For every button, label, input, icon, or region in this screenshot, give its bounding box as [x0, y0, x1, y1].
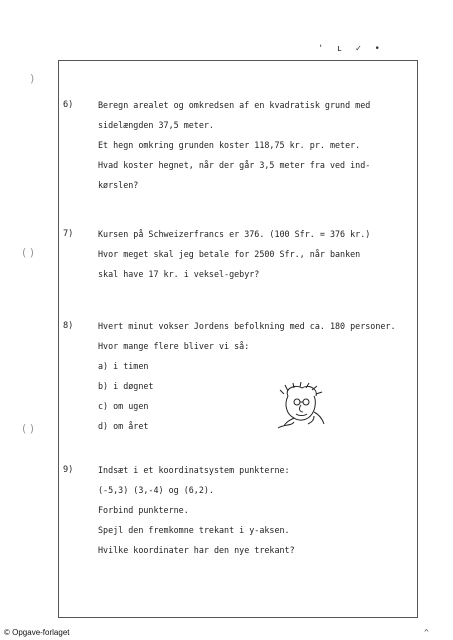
- problem-number: 9): [63, 465, 74, 475]
- problem-line: sidelængden 37,5 meter.: [98, 120, 214, 130]
- problem-line: d) om året: [98, 421, 149, 431]
- punch-hole-mark: ( ): [22, 422, 35, 435]
- problem-line: Et hegn omkring grunden koster 118,75 kr. pr. meter.: [98, 140, 361, 150]
- problem-number: 7): [63, 229, 74, 239]
- problem-line: kørslen?: [98, 180, 139, 190]
- problem-line: Hvert minut vokser Jordens befolkning med ca. 180 personer.: [98, 321, 396, 331]
- problem-line: a) i timen: [98, 361, 149, 371]
- problem-line: c) om ugen: [98, 401, 149, 411]
- problem-line: Hvor meget skal jeg betale for 2500 Sfr., når banken: [98, 249, 361, 259]
- problem-line: Kursen på Schweizerfrancs er 376. (100 Sfr. = 376 kr.): [98, 229, 371, 239]
- thinking-man-caricature-icon: [270, 382, 332, 430]
- problem-line: Hvad koster hegnet, når der går 3,5 meter fra ved ind-: [98, 160, 371, 170]
- problem-number: 8): [63, 321, 74, 331]
- problem-number: 6): [63, 100, 74, 110]
- problem-line: Indsæt i et koordinatsystem punkterne:: [98, 465, 290, 475]
- problem-line: Hvor mange flere bliver vi så:: [98, 341, 250, 351]
- punch-hole-mark: ( ): [22, 246, 35, 259]
- problem-line: b) i døgnet: [98, 381, 154, 391]
- publisher-footer: © Opgave-forlaget: [4, 628, 70, 637]
- problem-line: skal have 17 kr. i veksel-gebyr?: [98, 269, 260, 279]
- problem-line: (-5,3) (3,-4) og (6,2).: [98, 485, 214, 495]
- punch-hole-mark: ): [30, 72, 35, 85]
- corner-mark: ^: [424, 628, 429, 637]
- problem-line: Beregn arealet og omkredsen af en kvadratisk grund med: [98, 100, 371, 110]
- problem-line: Spejl den fremkomne trekant i y-aksen.: [98, 525, 290, 535]
- problem-line: Forbind punkterne.: [98, 505, 189, 515]
- problem-line: Hvilke koordinater har den nye trekant?: [98, 545, 295, 555]
- scan-marks: ' ʟ ✓ •: [318, 44, 384, 54]
